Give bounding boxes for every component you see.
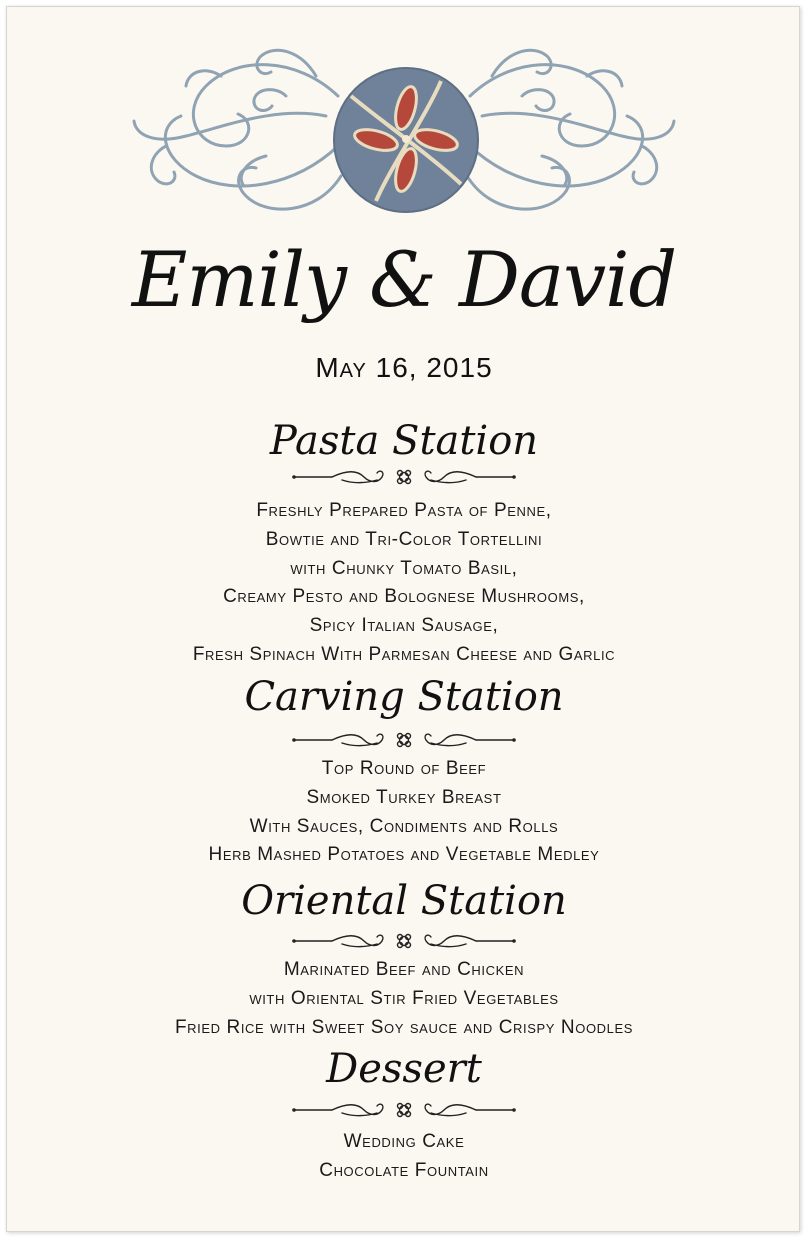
- menu-item: Herb Mashed Potatoes and Vegetable Medley: [208, 844, 600, 866]
- menu-item: Freshly Prepared Pasta of Penne,: [256, 500, 552, 521]
- right-scroll: [467, 50, 674, 209]
- menu-item: Spicy Italian Sausage,: [309, 615, 499, 637]
- menu-item: Fried Rice with Sweet Soy sauce and Crispy Noodles: [174, 1016, 634, 1038]
- divider-ornament: [292, 930, 516, 952]
- menu-item: with Oriental Stir Fried Vegetables: [249, 987, 559, 1009]
- menu-item: Fresh Spinach With Parmesan Cheese and Garlic: [192, 643, 616, 665]
- menu-item: Smoked Turkey Breast: [306, 786, 502, 808]
- menu-item: With Sauces, Condiments and Rolls: [249, 815, 559, 837]
- crest-ornament: [126, 36, 682, 226]
- divider-ornament: [292, 729, 516, 751]
- menu-item: with Chunky Tomato Basil,: [290, 557, 518, 579]
- divider-ornament: [292, 1099, 516, 1121]
- section-title-carving: Carving Station: [244, 674, 564, 720]
- flower-medallion: [334, 68, 478, 212]
- left-scroll: [134, 50, 341, 209]
- menu-item: Wedding Cake: [343, 1131, 465, 1152]
- section-items-carving: [0, 755, 808, 870]
- section-items-dessert: [0, 1128, 808, 1186]
- menu-item: Creamy Pesto and Bolognese Mushrooms,: [223, 586, 585, 608]
- event-date: May 16, 2015: [315, 352, 493, 383]
- menu-item: Chocolate Fountain: [319, 1159, 489, 1181]
- menu-item: Bowtie and Tri-Color Tortellini: [265, 528, 543, 550]
- couple-names: Emily & David: [131, 235, 677, 324]
- menu-item: Top Round of Beef: [321, 758, 487, 779]
- section-title-oriental: Oriental Station: [241, 878, 567, 924]
- section-title-pasta: Pasta Station: [269, 418, 539, 464]
- menu-item: Marinated Beef and Chicken: [283, 959, 525, 980]
- section-title-dessert: Dessert: [326, 1046, 482, 1092]
- divider-ornament: [292, 466, 516, 488]
- section-items-pasta: [0, 497, 808, 670]
- section-items-oriental: [0, 956, 808, 1042]
